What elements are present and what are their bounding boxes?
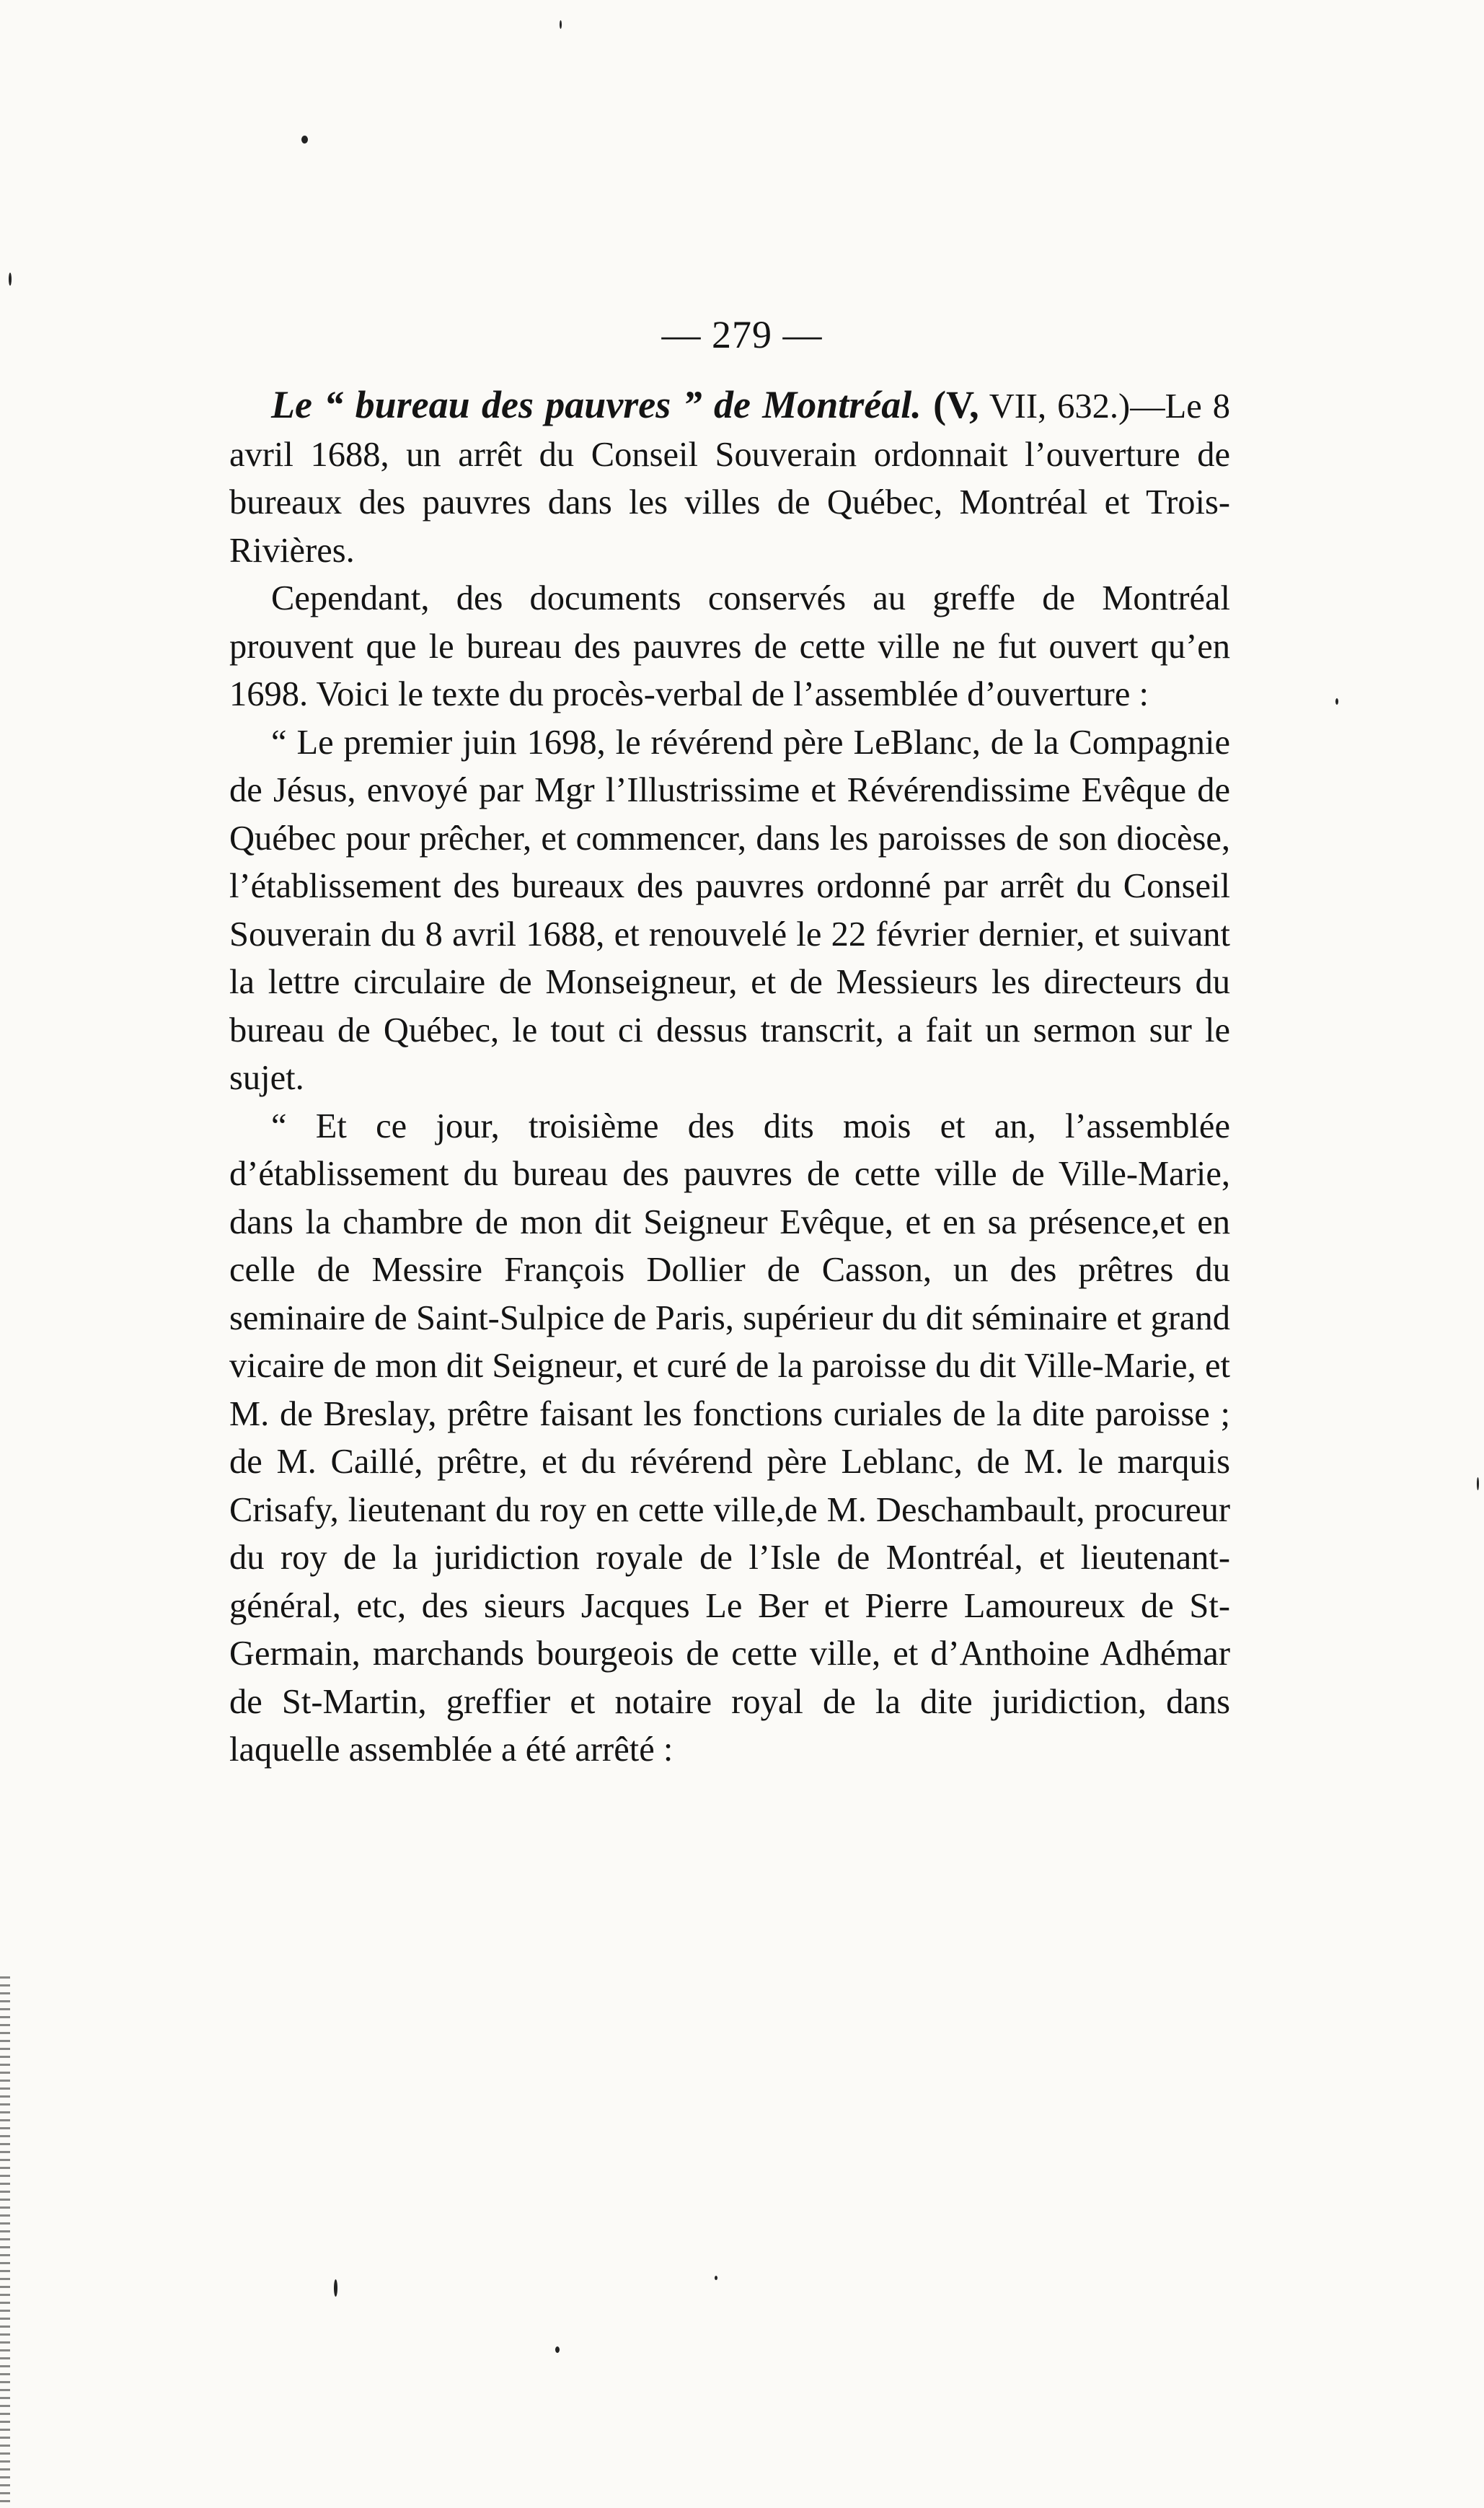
paragraph-3: “ Le premier juin 1698, le révérend père LeBlanc, de la Compagnie de Jésus, envoyé par Mgr l’Illustrissime et Révérendissime Evêque de Québec pour prêcher, et commencer, dans les paroisses de son diocèse, l’établissement des bureaux des pauvres ordonné par arrêt du Conseil Souverain du 8 avril 1688, et renouvelé le 22 février dernier, et suivant la lettre circulaire de Monseigneur, et de Messieurs les directeurs du bureau de Québec, le tout ci dessus transcrit, a fait un sermon sur le sujet. xyxy=(229,723,1230,1097)
paragraph-1-text: VII, 632.)—Le 8 avril 1688, un arrêt du Conseil Souverain ordonnait l’ouverture de bureaux des pauvres dans les villes de Québec, Montréal et Trois-Rivières. xyxy=(229,387,1230,570)
scan-speck xyxy=(334,2279,337,2297)
scan-speck xyxy=(9,273,12,286)
paragraph-2: Cependant, des documents conservés au greffe de Montréal prouvent que le bureau des pauvres de cette ville ne fut ouvert qu’en 1698. Voici le texte du procès-verbal de l’assemblée d’ouverture : xyxy=(229,579,1230,713)
paragraph-4: “ Et ce jour, troisième des dits mois et an, l’assemblée d’établissement du bureau des pauvres de cette ville de Ville-Marie, dans la chambre de mon dit Seigneur Evêque, et en sa présence,et en celle de Messire François Dollier de Casson, un des prêtres du seminaire de Saint-Sulpice de Paris, supérieur du dit séminaire et grand vicaire de mon dit Seigneur, et curé de la paroisse du dit Ville-Marie, et M. de Breslay, prêtre faisant les fonctions curiales de la dite paroisse ; de M. Caillé, prêtre, et du révérend père Leblanc, de M. le marquis Crisafy, lieutenant du roy en cette ville,de M. Deschambault, procureur du roy de la juridiction royale de l’Isle de Montréal, et lieutenant-général, etc, des sieurs Jacques Le Ber et Pierre Lamoureux de St-Germain, marchands bourgeois de cette ville, et d’Anthoine Adhémar de St-Martin, greffier et notaire royal de la dite juridiction, dans laquelle assemblée a été arrêté : xyxy=(229,1106,1230,1769)
paragraph-heading xyxy=(229,381,1230,575)
page-number: — 279 — xyxy=(661,313,823,356)
scan-speck xyxy=(301,136,308,144)
scan-speck xyxy=(715,2276,717,2280)
scan-speck xyxy=(1477,1477,1479,1490)
scan-speck xyxy=(1335,698,1338,705)
scan-edge-noise xyxy=(0,1976,10,2508)
heading-reference: (V, xyxy=(921,383,979,426)
scan-speck xyxy=(560,20,562,29)
scan-speck xyxy=(555,2346,560,2353)
article-body xyxy=(229,381,1230,1774)
article-heading: Le “ bureau des pauvres ” de Montréal. xyxy=(271,383,922,426)
